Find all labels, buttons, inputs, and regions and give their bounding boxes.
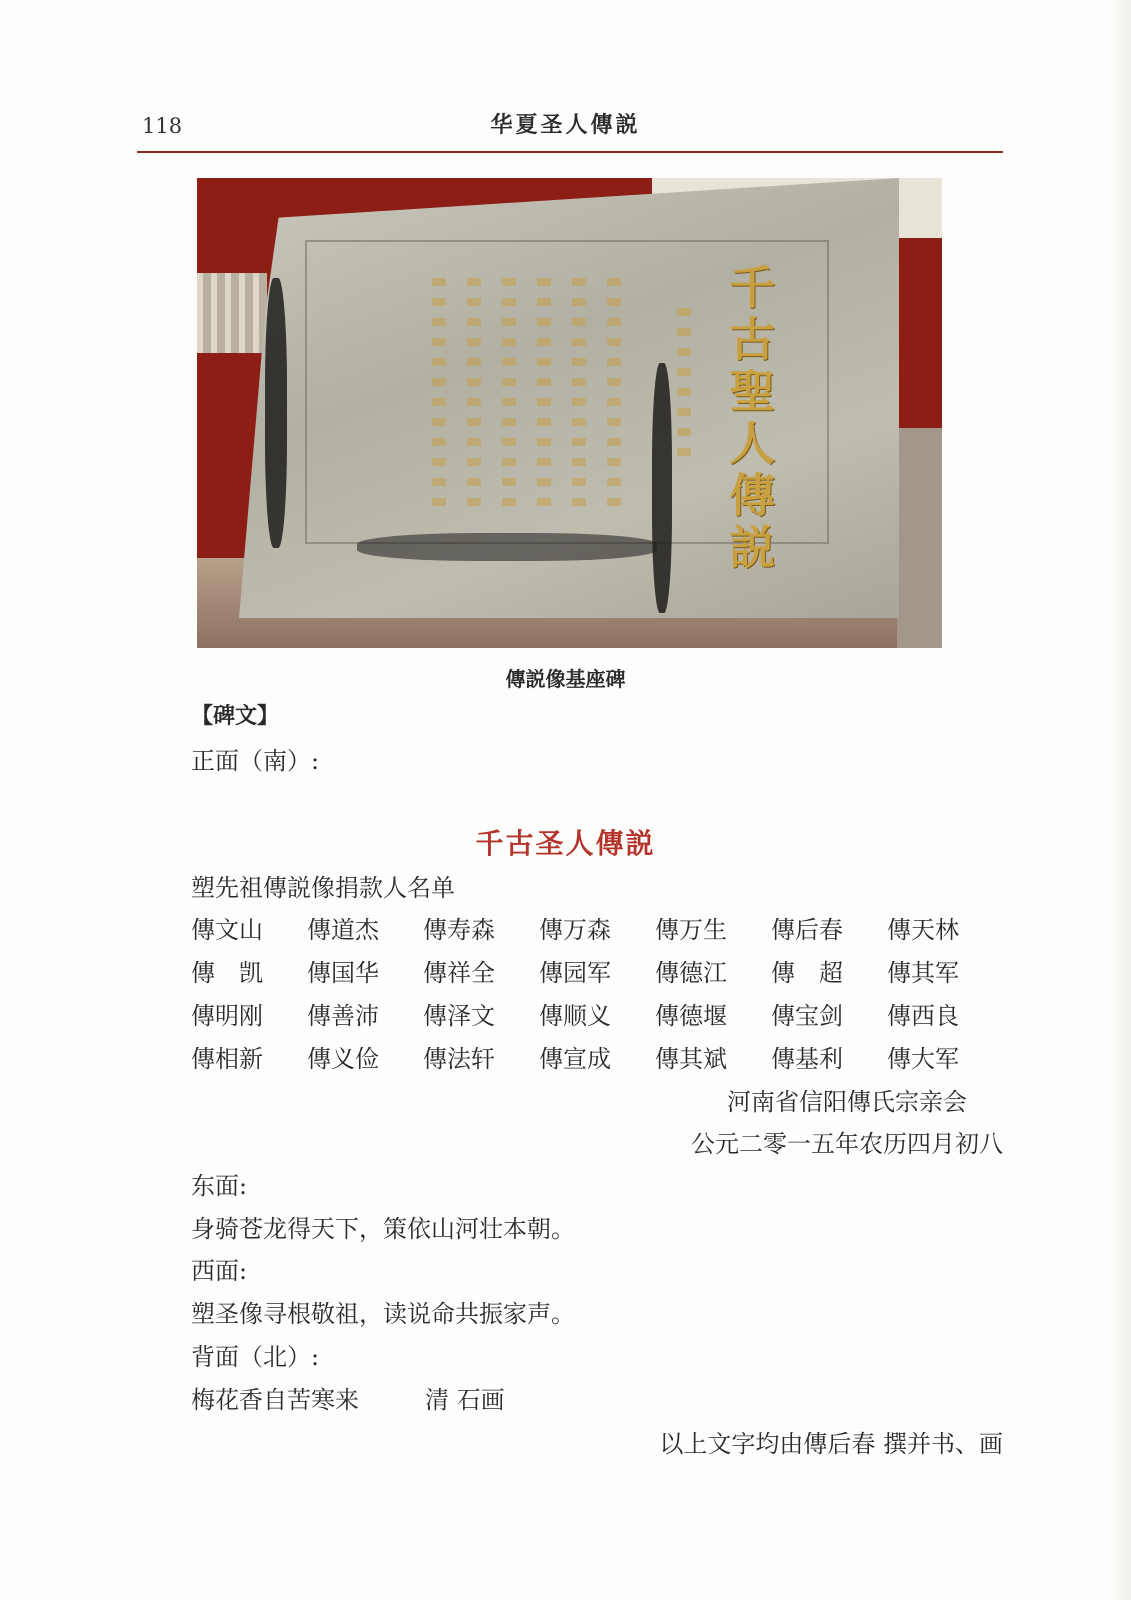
stele-engraving (677, 308, 691, 458)
photo-steps (897, 428, 942, 648)
donor-name: 傳顺义 (539, 1002, 611, 1030)
donor-name: 傳德堰 (655, 1002, 727, 1030)
donor-name: 傳祥全 (423, 959, 495, 987)
donor-name: 傳义俭 (307, 1045, 379, 1073)
stele-engraving (467, 278, 481, 508)
donor-name: 傳道杰 (307, 916, 379, 944)
donor-name: 傳基利 (771, 1045, 843, 1073)
back-text: 梅花香自苦寒来 (191, 1386, 359, 1414)
donor-name: 傳万生 (655, 916, 727, 944)
donor-name: 傳泽文 (423, 1002, 495, 1030)
donor-name: 傳德江 (655, 959, 727, 987)
inscription-title: 千古圣人傳説 (475, 827, 656, 860)
donor-name: 傳天林 (887, 916, 959, 944)
stele-engraving (607, 278, 621, 508)
west-label: 西面: (191, 1257, 248, 1285)
photo-caption: 傳説像基座碑 (505, 667, 626, 691)
section-heading: 【碑文】 (191, 704, 280, 729)
donor-name: 傳宝剑 (771, 1002, 843, 1030)
stele-engraving (502, 278, 516, 508)
back-signature: 清 石画 (425, 1386, 505, 1414)
donor-name: 傳 超 (771, 959, 843, 987)
stele-stain (357, 533, 657, 561)
page-number: 118 (142, 114, 183, 138)
donor-name: 傳大军 (887, 1045, 959, 1073)
stele-stain (265, 278, 287, 548)
donor-heading: 塑先祖傳説像捐款人名单 (191, 874, 455, 902)
donor-name: 傳相新 (191, 1045, 263, 1073)
donor-name: 傳国华 (307, 959, 379, 987)
stele-engraving (432, 278, 446, 508)
donor-name: 傳善沛 (307, 1002, 379, 1030)
back-label: 背面（北）: (191, 1343, 320, 1371)
page-edge (1109, 0, 1131, 1600)
stele-engraving (537, 278, 551, 508)
organization-signature: 河南省信阳傳氏宗亲会 (727, 1088, 967, 1116)
donor-name: 傳园军 (539, 959, 611, 987)
stele-engraving (572, 278, 586, 508)
donor-name: 傳宣成 (539, 1045, 611, 1073)
donor-name: 傳 凯 (191, 959, 263, 987)
footer-note: 以上文字均由傳后春 撰并书、画 (659, 1430, 1003, 1458)
stele-stain (652, 363, 672, 613)
donor-name: 傳文山 (191, 916, 263, 944)
east-text: 身骑苍龙得天下，策依山河壮本朝。 (191, 1215, 575, 1243)
donor-name: 傳法轩 (423, 1045, 495, 1073)
running-title: 华夏圣人傳説 (490, 112, 641, 138)
stele-carved-title: 千古聖人傳説 (722, 263, 777, 575)
inscription-date: 公元二零一五年农历四月初八 (691, 1130, 1003, 1158)
east-label: 东面: (191, 1172, 248, 1200)
donor-name: 傳其军 (887, 959, 959, 987)
west-text: 塑圣像寻根敬祖，读说命共振家声。 (191, 1300, 575, 1328)
header-rule (137, 151, 1003, 153)
donor-name: 傳后春 (771, 916, 843, 944)
donor-name: 傳其斌 (655, 1045, 727, 1073)
donor-name: 傳寿森 (423, 916, 495, 944)
front-label: 正面（南）: (191, 747, 320, 775)
donor-name: 傳西良 (887, 1002, 959, 1030)
donor-name: 傳明刚 (191, 1002, 263, 1030)
donor-name: 傳万森 (539, 916, 611, 944)
photo-railing (197, 273, 267, 353)
stele-photo (197, 178, 942, 648)
